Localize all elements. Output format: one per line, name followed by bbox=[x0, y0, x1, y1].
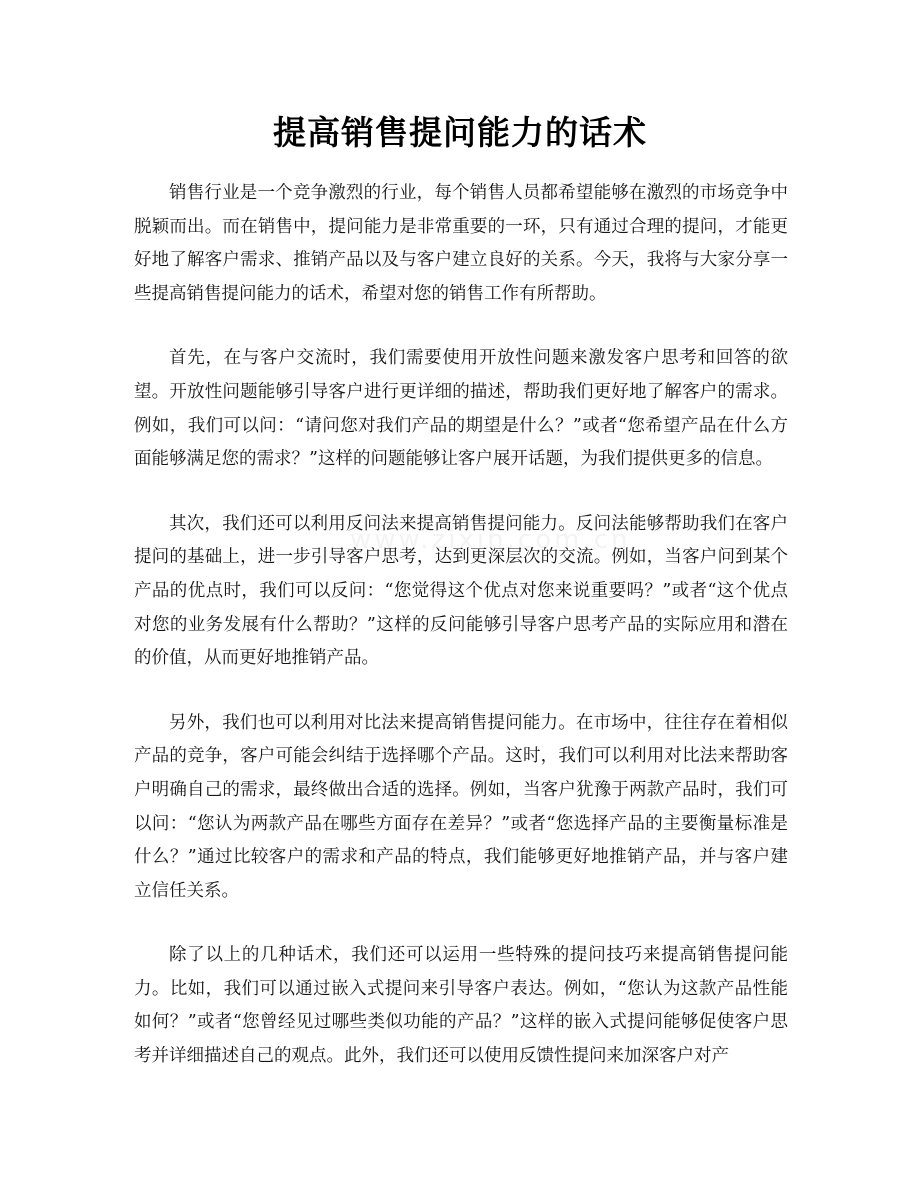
paragraph-1: 销售行业是一个竞争激烈的行业，每个销售人员都希望能够在激烈的市场竞争中脱颖而出。而在销售中，提问能力是非常重要的一环，只有通过合理的提问，才能更好地了解客户需求、推销产品以及与客户建立良好的关系。今天，我将与大家分享一些提高销售提问能力的话术，希望对您的销售工作有所帮助。 bbox=[134, 183, 788, 304]
paragraph-3: 其次，我们还可以利用反问法来提高销售提问能力。反问法能够帮助我们在客户提问的基础上，进一步引导客户思考，达到更深层次的交流。例如，当客户问到某个产品的优点时，我们可以反问：“您觉得这个优点对您来说重要吗？”或者“这个优点对您的业务发展有什么帮助？”这样的反问能够引导客户思考产品的实际应用和潜在的价值，从而更好地推销产品。 bbox=[134, 513, 788, 669]
watermark: www.zixin.com.cn bbox=[350, 525, 631, 555]
document-title: 提高销售提问能力的话术 bbox=[273, 113, 647, 152]
paragraph-5: 除了以上的几种话术，我们还可以运用一些特殊的提问技巧来提高销售提问能力。比如，我们可以通过嵌入式提问来引导客户表达。例如，“您认为这款产品性能如何？”或者“您曾经见过哪些类似功能的产品？”这样的嵌入式提问能够促使客户思考并详细描述自己的观点。此外，我们还可以使用反馈性提问来加深客户对产 bbox=[134, 945, 788, 1067]
paragraph-2: 首先，在与客户交流时，我们需要使用开放性问题来激发客户思考和回答的欲望。开放性问题能够引导客户进行更详细的描述，帮助我们更好地了解客户的需求。例如，我们可以问：“请问您对我们产品的期望是什么？”或者“您希望产品在什么方面能够满足您的需求？”这样的问题能够让客户展开话题，为我们提供更多的信息。 bbox=[134, 348, 788, 470]
paragraph-4: 另外，我们也可以利用对比法来提高销售提问能力。在市场中，往往存在着相似产品的竞争，客户可能会纠结于选择哪个产品。这时，我们可以利用对比法来帮助客户明确自己的需求，最终做出合适的选择。例如，当客户犹豫于两款产品时，我们可以问：“您认为两款产品在哪些方面存在差异？”或者“您选择产品的主要衡量标准是什么？”通过比较客户的需求和产品的特点，我们能够更好地推销产品，并与客户建立信任关系。 bbox=[134, 712, 788, 901]
document-body bbox=[134, 177, 788, 1105]
